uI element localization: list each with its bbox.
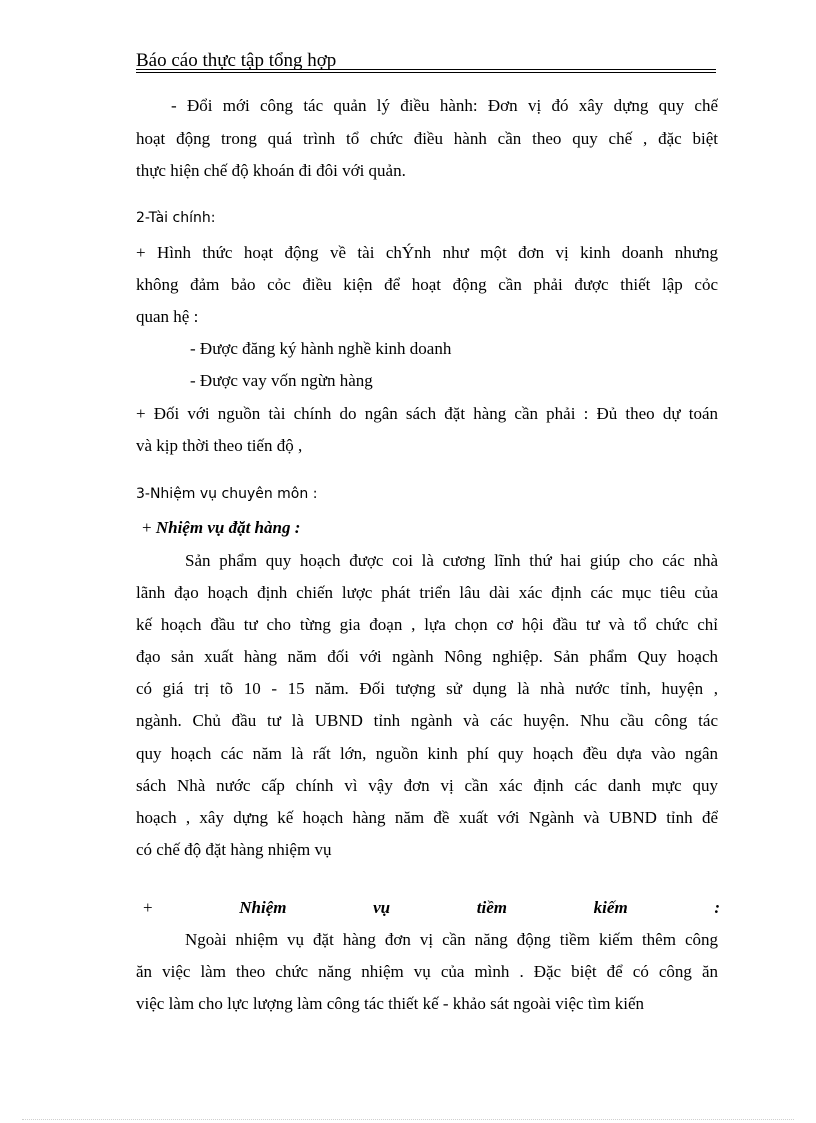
paragraph-line: đạo sản xuất hàng năm đối với ngành Nông nghiệp. Sản phẩm Quy hoạch [136,647,718,666]
subheading-plus: + [143,898,153,917]
paragraph-line: việc làm cho lực lượng làm công tác thiết kế - khảo sát ngoài việc tìm kiến [136,994,644,1013]
paragraph-line: quan hệ : [136,307,199,326]
paragraph-line: hoạt động trong quá trình tổ chức điều hành cần theo quy chế , đặc biệt [136,129,718,148]
subheading-text: Nhiệm vụ đặt hàng : [155,518,301,537]
paragraph-line: thực hiện chế độ khoán đi đôi với quản. [136,161,406,180]
subheading-word: Nhiệm [239,898,287,917]
header-rule [136,69,716,70]
list-item: - Được vay vốn ngừn hàng [190,371,373,390]
paragraph-line: kế hoạch đầu tư cho từng gia đoạn , lựa chọn cơ hội đầu tư và tổ chức chỉ [136,615,718,634]
paragraph-line: có chế độ đặt hàng nhiệm vụ [136,840,332,859]
subheading-word: tiềm [476,898,508,917]
subheading-wide [143,897,720,921]
paragraph-line: và kịp thời theo tiến độ , [136,436,303,455]
list-item: - Được đăng ký hành nghề kinh doanh [190,339,452,358]
paragraph-line: + Đối với nguồn tài chính do ngân sách đặt hàng cần phải : Đủ theo dự toán [136,404,718,423]
header-rule-double [136,72,716,73]
section-heading: 2-Tài chính: [136,210,216,226]
subheading-colon: : [714,898,720,917]
paragraph-line: ăn việc làm theo chức năng nhiệm vụ của mình . Đặc biệt để có công ăn [136,962,718,981]
page-header [136,49,716,75]
subheading-word: kiếm [593,898,628,917]
paragraph-line: có giá trị tõ 10 - 15 năm. Đối tượng sử dụng là nhà nước tỉnh, huyện , [136,679,718,698]
subheading-word: vụ [373,898,391,917]
page-footer-border [22,1119,794,1120]
paragraph-line: - Đổi mới công tác quản lý điều hành: Đơn vị đó xây dựng quy chế [171,96,718,115]
subheading [142,517,724,539]
subheading-prefix: + [142,518,156,537]
paragraph-line: + Hình thức hoạt động về tài chÝnh như một đơn vị kinh doanh nhưng [136,243,718,262]
paragraph-line: Sản phẩm quy hoạch được coi là cương lĩnh thứ hai giúp cho các nhà [185,551,718,570]
paragraph-line: Ngoài nhiệm vụ đặt hàng đơn vị cần năng động tiềm kiếm thêm công [185,930,718,949]
header-title: Báo cáo thực tập tổng hợp [136,50,337,71]
paragraph-line: sách Nhà nước cấp chính vì vậy đơn vị cần xác định các danh mực quy [136,776,718,795]
section-heading: 3-Nhiệm vụ chuyên môn : [136,486,318,502]
paragraph-line: lãnh đạo hoạch định chiến lược phát triển lâu dài xác định các mục tiêu của [136,583,718,602]
paragraph-line: không đảm bảo cỏc điều kiện để hoạt động cần phải được thiết lập cỏc [136,275,718,294]
paragraph-line: quy hoạch các năm là rất lớn, nguồn kinh phí quy hoạch đều dựa vào ngân [136,744,718,763]
paragraph-line: hoạch , xây dựng kế hoạch hàng năm đề xuất với Ngành và UBND tỉnh để [136,808,718,827]
paragraph-line: ngành. Chủ đầu tư là UBND tỉnh ngành và các huyện. Nhu cầu công tác [136,711,718,730]
